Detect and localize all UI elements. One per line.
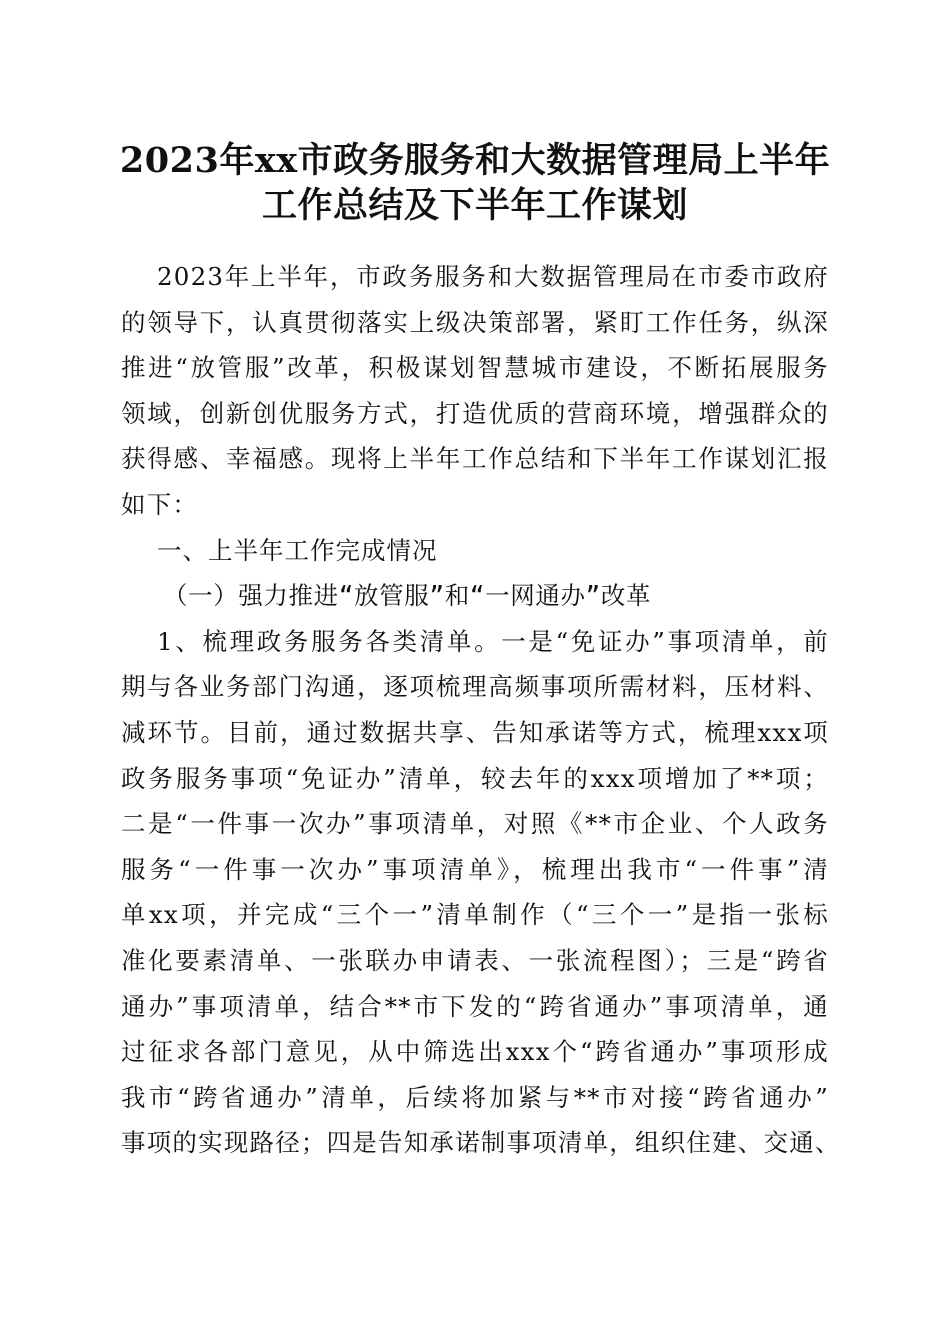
section-heading-1: 一、上半年工作完成情况 — [157, 535, 438, 565]
intro-line: 如下： — [121, 489, 199, 519]
paragraph-line: 准化要素清单、一张联办申请表、一张流程图）；三是“跨省 — [121, 945, 829, 975]
paragraph-line: 1、梳理政务服务各类清单。一是“免证办”事项清单，前 — [157, 626, 829, 656]
paragraph-line: 单xx项，并完成“三个一”清单制作（“三个一”是指一张标 — [121, 900, 829, 930]
paragraph-line: 服务“一件事一次办”事项清单》，梳理出我市“一件事”清 — [121, 854, 829, 884]
section-heading-2: （一）强力推进“放管服”和“一网通办”改革 — [163, 581, 652, 611]
paragraph-line: 政务服务事项“免证办”清单，较去年的xxx项增加了**项； — [121, 763, 829, 793]
paragraph-line: 二是“一件事一次办”事项清单，对照《**市企业、个人政务 — [121, 809, 829, 839]
paragraph-line: 事项的实现路径；四是告知承诺制事项清单，组织住建、交通、 — [121, 1128, 841, 1158]
intro-line: 领域，创新创优服务方式，打造优质的营商环境，增强群众的 — [121, 398, 829, 428]
intro-line: 获得感、幸福感。现将上半年工作总结和下半年工作谋划汇报 — [121, 444, 829, 474]
paragraph-line: 减环节。目前，通过数据共享、告知承诺等方式，梳理xxx项 — [121, 717, 829, 747]
document-body — [121, 254, 841, 1166]
title-line: 2023年xx市政务服务和大数据管理局上半年 — [119, 140, 831, 181]
paragraph-line: 我市“跨省通办”清单，后续将加紧与**市对接“跨省通办” — [121, 1082, 829, 1112]
intro-line: 的领导下，认真贯彻落实上级决策部署，紧盯工作任务，纵深 — [121, 307, 829, 337]
title-line: 工作总结及下半年工作谋划 — [261, 185, 688, 226]
paragraph-line: 通办”事项清单，结合**市下发的“跨省通办”事项清单，通 — [121, 991, 829, 1021]
paragraph-line: 期与各业务部门沟通，逐项梳理高频事项所需材料，压材料、 — [121, 672, 829, 702]
intro-line: 2023年上半年，市政务服务和大数据管理局在市委市政府 — [157, 262, 829, 291]
intro-line: 推进“放管服”改革，积极谋划智慧城市建设，不断拓展服务 — [121, 353, 829, 383]
document-title — [100, 138, 850, 228]
paragraph-line: 过征求各部门意见，从中筛选出xxx个“跨省通办”事项形成 — [121, 1037, 829, 1067]
